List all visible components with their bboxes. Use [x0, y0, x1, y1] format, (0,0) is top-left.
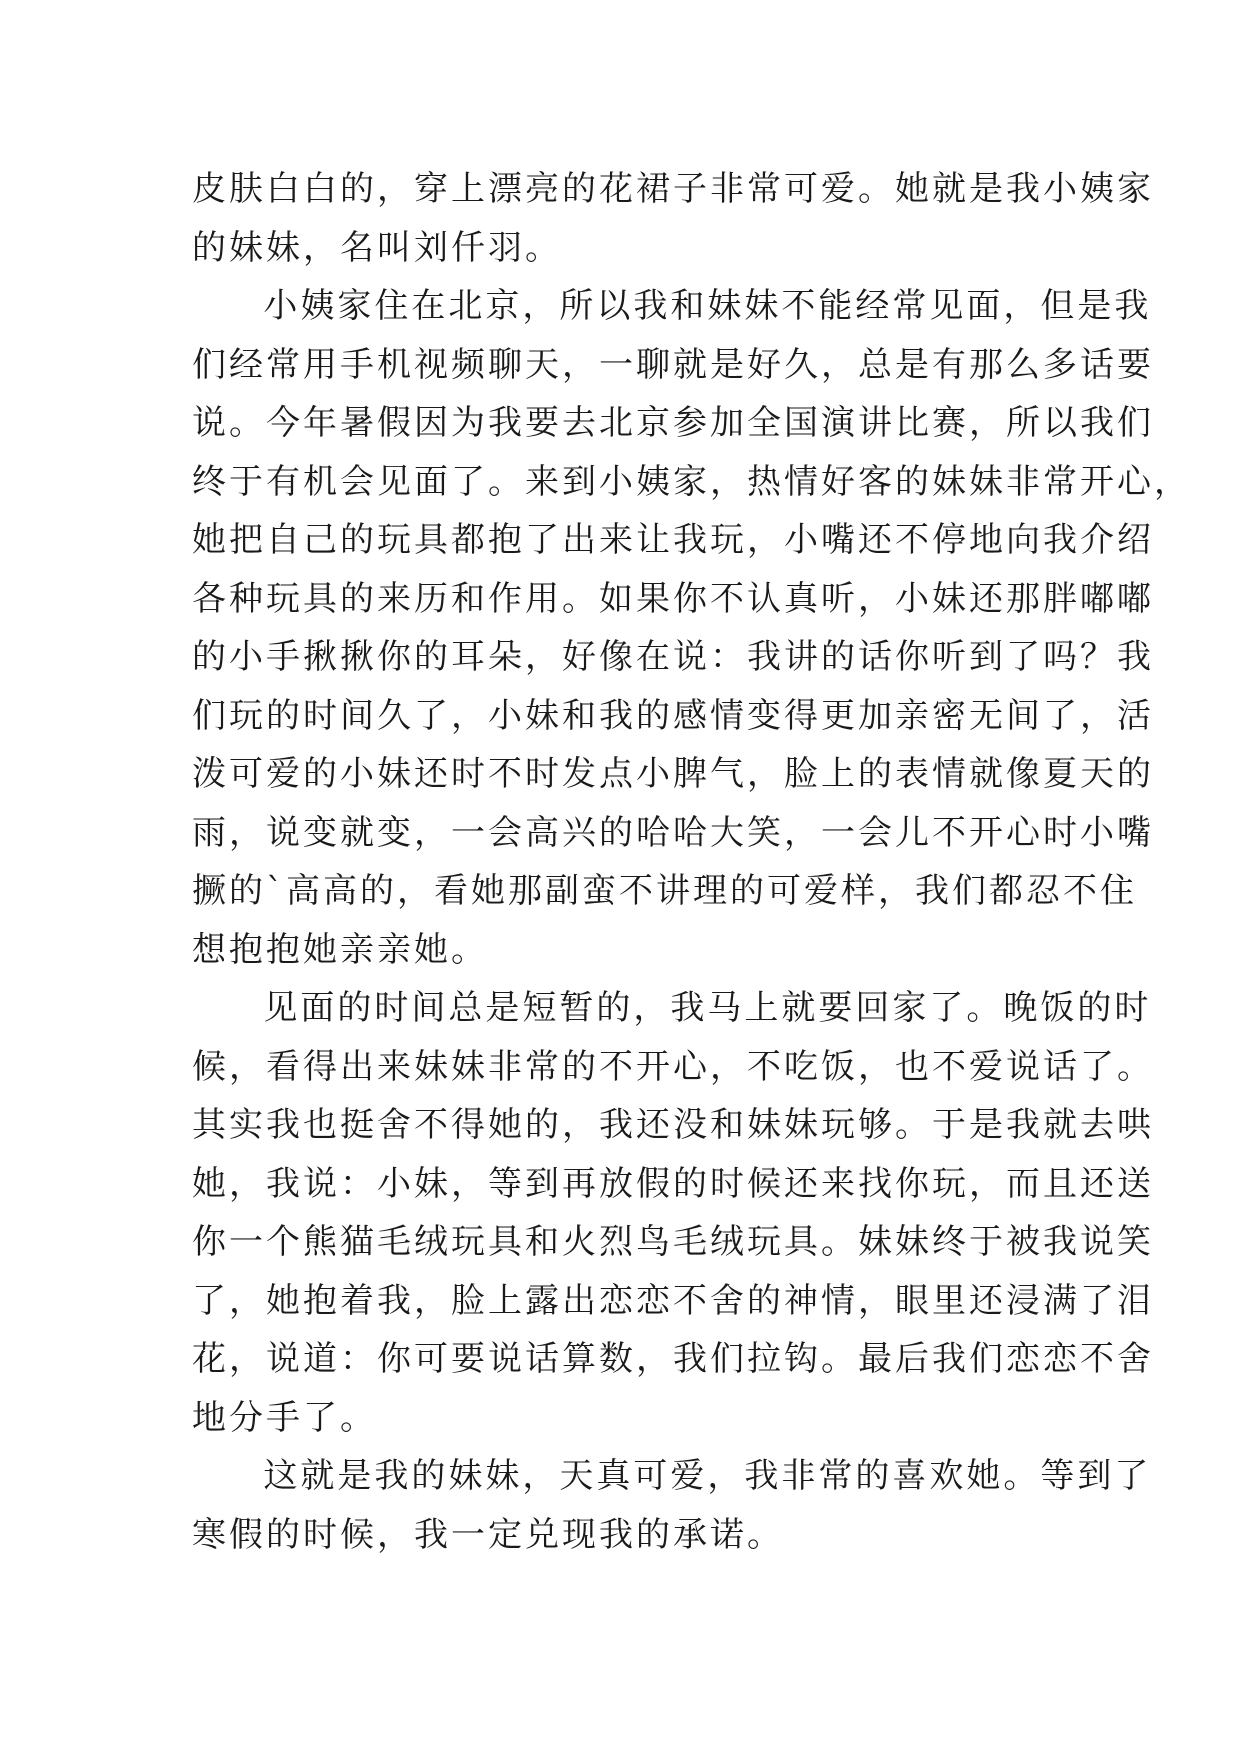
text-line: 花，说道：你可要说话算数，我们拉钩。最后我们恋恋不舍 [192, 1339, 1154, 1379]
text-line: 们经常用手机视频聊天，一聊就是好久，总是有那么多话要 [192, 344, 1154, 385]
text-line: 的妹妹，名叫刘仟羽。 [192, 227, 562, 268]
text-line: 终于有机会见面了。来到小姨家，热情好客的妹妹非常开心， [192, 461, 1191, 502]
paragraph-2 [192, 277, 1191, 979]
text-line: 其实我也挺舍不得她的，我还没和妹妹玩够。于是我就去哄 [192, 1105, 1154, 1145]
text-line: 寒假的时候，我一定兑现我的承诺。 [192, 1514, 784, 1555]
text-line: 这就是我的妹妹，天真可爱，我非常的喜欢她。等到了 [263, 1456, 1152, 1496]
paragraph-1 [192, 160, 1154, 277]
text-line: 见面的时间总是短暂的，我马上就要回家了。晚饭的时 [263, 988, 1152, 1028]
text-line: 的小手揪揪你的耳朵，好像在说：我讲的话你听到了吗？我 [192, 637, 1154, 677]
text-line: 你一个熊猫毛绒玩具和火烈鸟毛绒玩具。妹妹终于被我说笑 [192, 1222, 1154, 1262]
paragraph-3 [192, 979, 1154, 1447]
text-line: 想抱抱她亲亲她。 [192, 929, 488, 970]
text-line: 小姨家住在北京，所以我和妹妹不能经常见面，但是我 [263, 286, 1152, 326]
text-line: 皮肤白白的，穿上漂亮的花裙子非常可爱。她就是我小姨家 [192, 169, 1154, 209]
text-line: 各种玩具的来历和作用。如果你不认真听，小妹还那胖嘟嘟 [192, 578, 1154, 619]
text-line: 她，我说：小妹，等到再放假的时候还来找你玩，而且还送 [192, 1163, 1154, 1204]
text-line: 候，看得出来妹妹非常的不开心，不吃饭，也不爱说话了。 [192, 1046, 1154, 1087]
text-line: 们玩的时间久了，小妹和我的感情变得更加亲密无间了，活 [192, 695, 1154, 736]
text-line: 地分手了。 [192, 1397, 377, 1438]
text-line: 撅的`高高的，看她那副蛮不讲理的可爱样，我们都忍不住 [192, 871, 1137, 911]
text-line: 泼可爱的小妹还时不时发点小脾气，脸上的表情就像夏天的 [192, 754, 1154, 794]
text-line: 了，她抱着我，脸上露出恋恋不舍的神情，眼里还浸满了泪 [192, 1280, 1154, 1321]
text-line: 说。今年暑假因为我要去北京参加全国演讲比赛，所以我们 [192, 403, 1154, 443]
paragraph-4 [192, 1447, 1152, 1564]
document-body [192, 160, 1191, 1564]
text-line: 她把自己的玩具都抱了出来让我玩，小嘴还不停地向我介绍 [192, 520, 1154, 560]
text-line: 雨，说变就变，一会高兴的哈哈大笑，一会儿不开心时小嘴 [192, 812, 1154, 853]
